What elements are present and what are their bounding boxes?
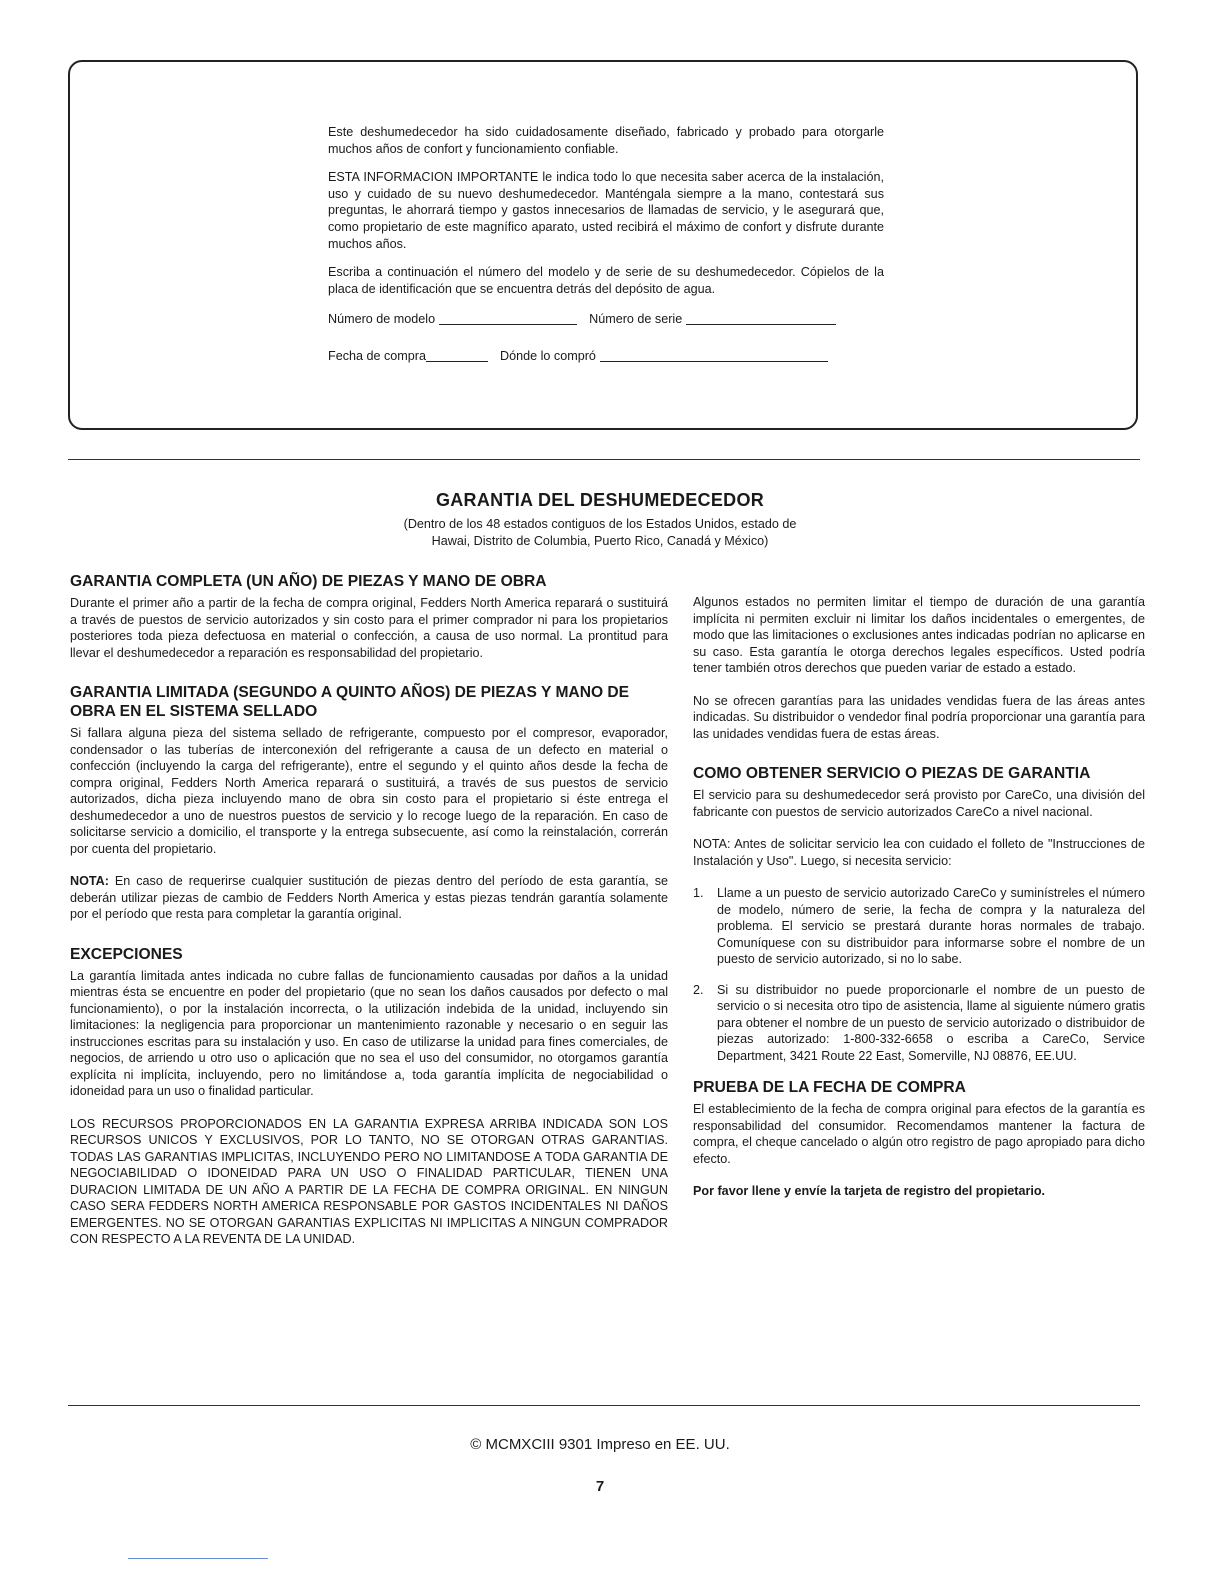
service-heading: COMO OBTENER SERVICIO O PIEZAS DE GARANTIA <box>693 765 1091 782</box>
nota-text: En caso de requerirse cualquier sustitución de piezas dentro del período de esta garantía, se deberán utilizar piezas de cambio de Fedders North America y estas piezas tendrán garantía solamente por el período que resta para completar la garantía original. <box>70 874 668 921</box>
service-intro-text: El servicio para su deshumedecedor será provisto por CareCo, una división del fabricante con puestos de servicio autorizados CareCo a nivel nacional. <box>693 788 1145 819</box>
remedies-text: LOS RECURSOS PROPORCIONADOS EN LA GARANTIA EXPRESA ARRIBA INDICADA SON LOS RECURSOS UNICOS Y EXCLUSIVOS, POR LO TANTO, NO SE OTORGAN OTRAS GARANTIAS. TODAS LAS GARANTIAS IMPLICITAS, INCLUYENDO PERO NO LIMITANDOSE A TODA GARANTIA DE NEGOCIABILIDAD O IDONEIDAD PARA UN USO O FINALIDAD PARTICULAR, TIENEN UNA DURACION LIMITADA DE UN AÑO A PARTIR DE LA FECHA DE COMPRA ORIGINAL. EN NINGUN CASO SERA FEDDERS NORTH AMERICA RESPONSABLE POR GASTOS INCIDENTALES NI DAÑOS EMERGENTES. NO SE OTORGAN GARANTIAS EXPLICITAS NI IMPLICITAS A NINGUN COMPRADOR CON RESPECTO A LA REVENTA DE LA UNIDAD. <box>70 1116 668 1246</box>
intro-paragraph-3: Escriba a continuación el número del modelo y de serie de su deshumedecedor. Cópielos de la placa de identificación que se encuentra detrás del depósito de agua. <box>328 265 884 296</box>
where-purchased-label: Dónde lo compró <box>500 348 596 363</box>
state-limits-text: Algunos estados no permiten limitar el tiempo de duración de una garantía implícita ni permiten excluir ni limitar los daños incidentales o emergentes, de modo que las limitaciones o exclusiones antes indicadas podrían no aplicarse en su caso. Esta garantía le otorga derechos legales específicos. Usted podría tener también otros derechos que pueden variar de estado a estado. <box>693 595 1145 675</box>
warranty-subtitle <box>0 516 1200 550</box>
subtitle-line-1: (Dentro de los 48 estados contiguos de los Estados Unidos, estado de <box>403 517 797 531</box>
warranty-title: GARANTIA DEL DESHUMEDECEDOR <box>435 490 765 510</box>
registration-card-text: Por favor llene y envíe la tarjeta de registro del propietario. <box>693 1184 1046 1198</box>
model-serial-row <box>328 311 884 328</box>
serial-label: Número de serie <box>589 312 683 327</box>
exceptions-text: La garantía limitada antes indicada no cubre fallas de funcionamiento causadas por daños a la unidad mientras ésta se encuentre en poder del propietario (que no sean los daños causados por defecto o mal funcionamiento), o por la instalación incorrecta, o la utilización indebida de la unidad, incluyendo sin limitaciones: la negligencia para proporcionar un mantenimiento razonable y necesario o en seguir las instrucciones escritas para su instalación y uso. En caso de utilizarse la unidad para fines comerciales, de negocios, de arriendo u otro uso o aplicación que no sea el uso del consumidor, no otorgamos garantía explícita ni implícita, incluyendo, pero no limitándose a, toda garantía implícita de negociabilidad o idoneidad para un uso o finalidad particular. <box>70 968 668 1098</box>
intro-paragraph-2: ESTA INFORMACION IMPORTANTE le indica todo lo que necesita saber acerca de la instalación, uso y cuidado de su nuevo deshumedecedor. Manténgala siempre a la mano, contestará sus preguntas, le ahorrará tiempo y gastos innecesarios de llamadas de servicio, y le asegurará que, como propietario de este magnífico aparato, usted recibirá el máximo de confort y disfrute durante muchos años. <box>328 170 884 251</box>
purchase-date-label: Fecha de compra <box>328 348 427 363</box>
service-nota-text: NOTA: Antes de solicitar servicio lea con cuidado el folleto de "Instrucciones de Instalación y Uso". Luego, si necesita servicio: <box>693 837 1145 868</box>
list-item-text: Llame a un puesto de servicio autorizado CareCo y suminístreles el número de modelo, número de serie, la fecha de compra y la naturaleza del problema. El servicio se prestará durante horas normales de trabajo. Comuníquese con su distribuidor para informarse sobre el nombre de un puesto de servicio autorizado, si no lo sabe. <box>717 886 1145 966</box>
page-number: 7 <box>595 1478 605 1495</box>
outside-areas-text: No se ofrecen garantías para las unidades vendidas fuera de las áreas antes indicadas. Su distribuidor o vendedor final podría proporcionar una garantía para las unidades vendidas fuera de estas áreas. <box>693 693 1145 741</box>
exceptions-heading: EXCEPCIONES <box>70 945 183 963</box>
model-label: Número de modelo <box>328 312 436 327</box>
list-item-number: 2. <box>693 982 704 997</box>
list-item <box>693 982 1145 1065</box>
intro-paragraph-1: Este deshumedecedor ha sido cuidadosamente diseñado, fabricado y probado para otorgarle muchos años de confort y funcionamiento confiable. <box>328 125 884 156</box>
limited-warranty-heading: GARANTIA LIMITADA (SEGUNDO A QUINTO AÑOS) DE PIEZAS Y MANO DE OBRA EN EL SISTEMA SELLADO <box>70 684 630 720</box>
purchase-date-field[interactable] <box>426 349 488 362</box>
bottom-divider <box>68 1405 1140 1406</box>
list-item <box>693 885 1145 968</box>
service-steps-list <box>693 885 1145 1064</box>
blue-mark <box>128 1558 268 1559</box>
left-column <box>70 572 668 1264</box>
top-divider <box>68 459 1140 460</box>
right-column <box>693 572 1145 1216</box>
serial-number-field[interactable] <box>686 312 836 325</box>
list-item-number: 1. <box>693 886 704 900</box>
full-warranty-text: Durante el primer año a partir de la fecha de compra original, Fedders North America reparará o sustituirá a través de puestos de servicio autorizados y sin costo para el primer comprador ni para los propietarios posteriores toda pieza defectuosa en material o confección, a causa de uso normal. La prontitud para llevar el deshumedecedor a reparación es responsabilidad del propietario. <box>70 596 668 660</box>
nota-paragraph <box>70 873 668 923</box>
list-item-text: Si su distribuidor no puede proporcionarle el nombre de un puesto de servicio o si necesita otro tipo de asistencia, llame al siguiente número gratis para obtener el nombre de un puesto de servicio autorizado o distribuidor de piezas autorizado: 1-800-332-6658 o escriba a CareCo, Service Department, 3421 Route 22 East, Somerville, NJ 08876, EE.UU. <box>717 982 1145 1063</box>
intro-content <box>328 124 884 365</box>
proof-of-purchase-heading: PRUEBA DE LA FECHA DE COMPRA <box>693 1079 966 1096</box>
nota-label: NOTA: <box>70 874 109 888</box>
purchase-row <box>328 348 884 365</box>
where-purchased-field[interactable] <box>600 349 828 362</box>
copyright-footer: © MCMXCIII 9301 Impreso en EE. UU. <box>470 1436 730 1453</box>
intro-box <box>68 60 1138 430</box>
proof-of-purchase-text: El establecimiento de la fecha de compra original para efectos de la garantía es responsabilidad del consumidor. Recomendamos mantener la factura de compra, el cheque cancelado o algún otro registro de pago apropiado para dicho efecto. <box>693 1102 1145 1166</box>
subtitle-line-2: Hawai, Distrito de Columbia, Puerto Rico, Canadá y México) <box>431 534 769 548</box>
model-number-field[interactable] <box>439 312 577 325</box>
full-warranty-heading: GARANTIA COMPLETA (UN AÑO) DE PIEZAS Y MANO DE OBRA <box>70 573 547 590</box>
limited-warranty-text: Si fallara alguna pieza del sistema sellado de refrigerante, compuesto por el compresor, evaporador, condensador o las tuberías de interconexión del refrigerante a causa de un defecto en material o confección (incluyendo la carga del refrigerante), entre el segundo y el quinto años desde la fecha de compra original, Fedders North America reparará o sustituirá, a través de sus puestos de servicio autorizados, dicha pieza incluyendo mano de obra sin costo para el propietario si éste entrega el deshumedecedor a uno de nuestros puestos de servicio y lo recoge luego de la reparación. En caso de solicitarse servicio a domicilio, el transporte y la entrega subsecuente, así como la reinstalación, correrán por cuenta del propietario. <box>70 726 668 856</box>
